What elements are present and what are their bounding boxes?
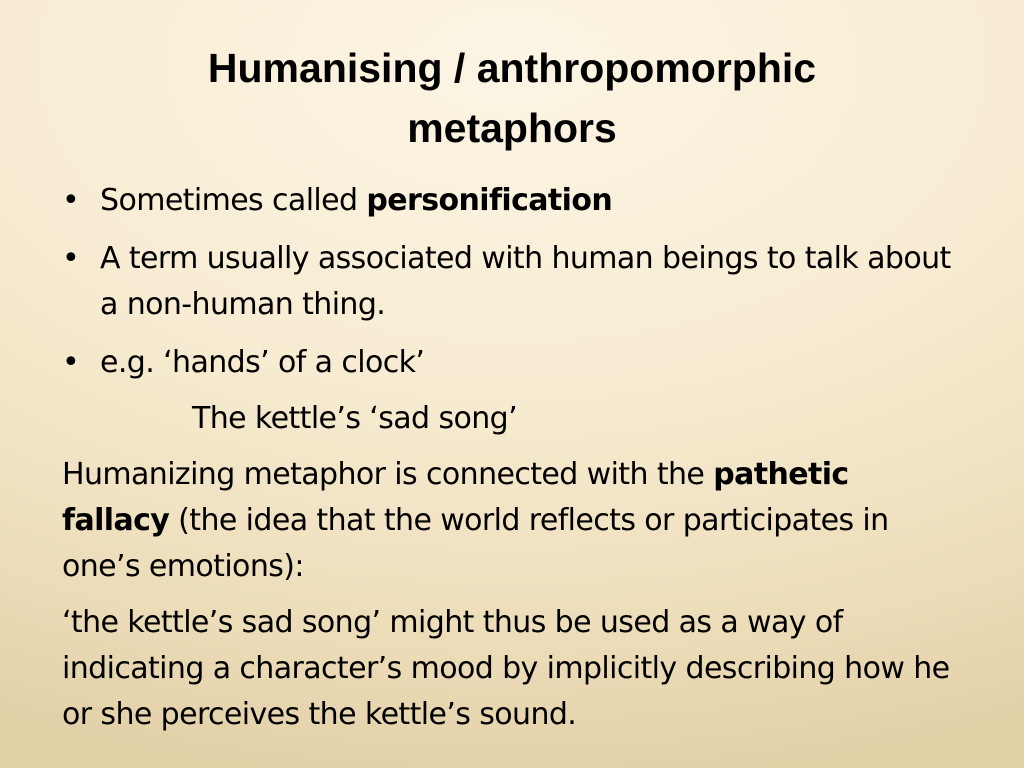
bullet-icon: • xyxy=(62,241,80,276)
paragraph-kettle: ‘the kettle’s sad song’ might thus be used as a way of indicating a character’s mood by implicitly describing how he or she perceives the kettle’s sound. xyxy=(62,605,950,732)
bullet-text: Sometimes called xyxy=(100,183,367,218)
bullet-icon: • xyxy=(62,345,80,380)
slide-title xyxy=(60,38,964,158)
slide-title-line-1: Humanising / anthropomorphic xyxy=(207,45,817,91)
bullet-bold-term: personification xyxy=(366,183,613,218)
paragraph-bold-term: pathetic fallacy xyxy=(62,457,849,538)
bullet-item xyxy=(62,340,962,386)
bullet-item xyxy=(62,236,962,328)
example-line: The kettle’s ‘sad song’ xyxy=(192,401,518,436)
slide-body xyxy=(62,178,962,748)
paragraph-text: (the idea that the world reflects or participates in one’s emotions): xyxy=(62,503,889,584)
slide-title-line-2: metaphors xyxy=(407,105,617,151)
paragraph-text: Humanizing metaphor is connected with the xyxy=(62,457,714,492)
paragraph-pathetic-fallacy xyxy=(62,452,962,590)
bullet-text: e.g. ‘hands’ of a clock’ xyxy=(100,345,425,380)
bullet-text: A term usually associated with human beings to talk about a non-human thing. xyxy=(100,241,951,322)
bullet-icon: • xyxy=(62,183,80,218)
bullet-item xyxy=(62,178,962,224)
